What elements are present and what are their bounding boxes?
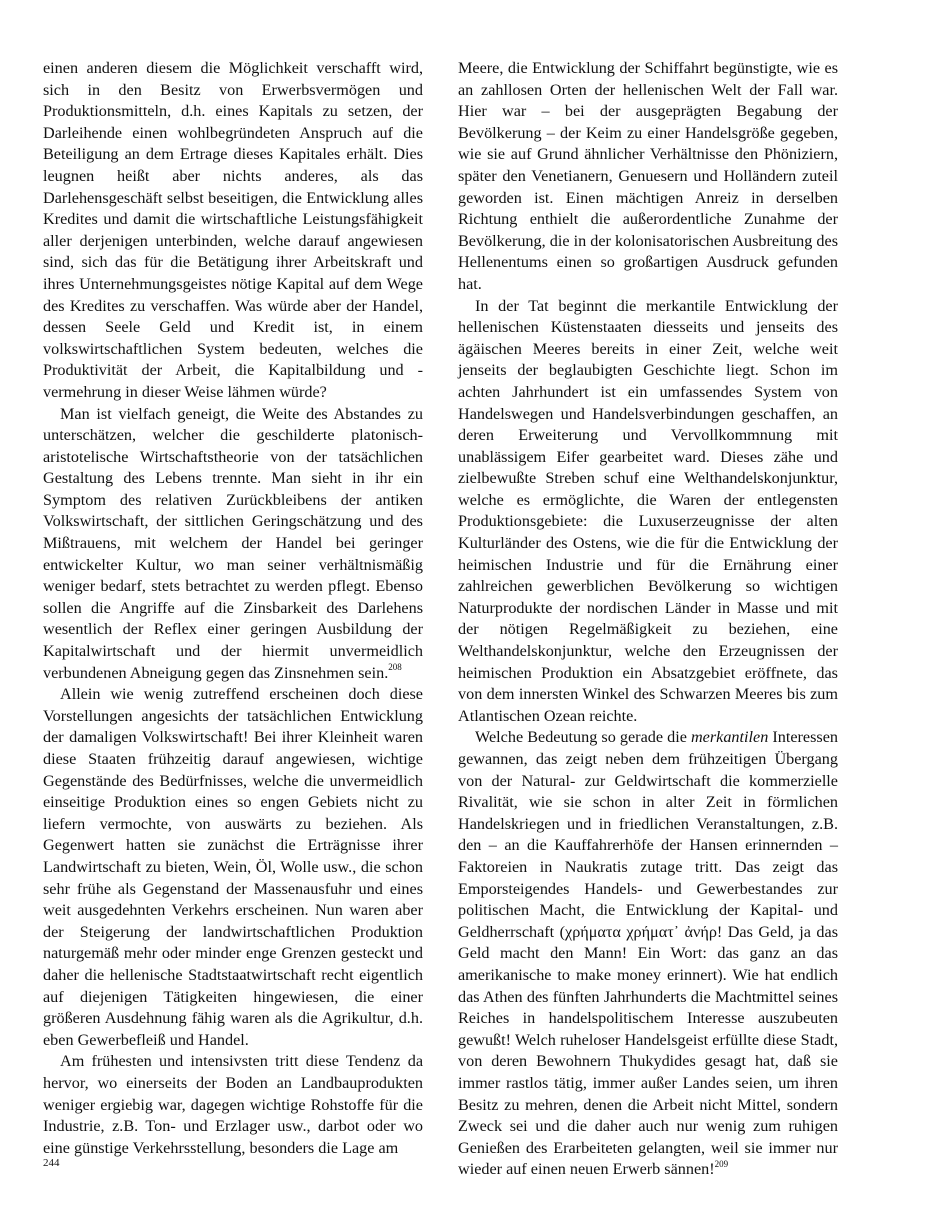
paragraph-text: Welche Bedeutung so gerade die (475, 728, 691, 747)
paragraph (458, 727, 838, 1180)
paragraph: Meere, die Entwicklung der Schiffahrt begünstigte, wie es an zahllosen Orten der hellenischen Welt der Fall war. Hier war – bei der ausgeprägten Begabung der Bevölkerung – der Keim zu einer Handelsgröße gegeben, wie sie auf Grund ähnlicher Verhältnisse den Phöniziern, später den Venetianern, Genuesern und Holländern zuteil geworden ist. Einen mächtigen Anreiz in derselben Richtung enthielt die außerordentliche Zunahme der Bevölkerung, die in der kolonisatorischen Ausbreitung des Hellenentums einen so großartigen Ausdruck gefunden hat. (458, 59, 838, 293)
paragraph-text: Interessen gewannen, das zeigt neben dem frühzeitigen Übergang von der Natural- zur Geldwirtschaft die kommerzielle Rivalität, wie sie schon in alter Zeit in förmlichen Handelskriegen und in friedlichen Veranstaltungen, z.B. den – an die Kauffahrerhöfe der Hansen erinnernden – Faktoreien in Naukratis zutage tritt. Das zeigt das Emporsteigendes Handels- und Gewerbestandes zur politischen Macht, die Entwicklung der Kapital- und Geldherrschaft (χρήματα χρήματ᾽ ἀνήρ! Das Geld, ja das Geld macht den Mann! Ein Wort: das ganz an das amerikanische to make money erinnert). Wie hat endlich das Athen des fünften Jahrhunderts die Machtmittel seines Reiches in handelspolitischem Interesse auszubeuten gewußt! Welch ruheloser Handelsgeist erfüllte diese Stadt, von deren Bewohnern Thukydides gesagt hat, daß sie immer rastlos tätig, immer außer Landes seien, um ihren Besitz zu mehren, denen die Arbeit nicht Mittel, sondern Zweck sei und die daher auch nur wenig zum ruhigen Genießen des Erarbeiteten gelangten, weil sie immer nur wieder auf einen neuen Erwerb sännen! (458, 728, 838, 1179)
paragraph-text: Man ist vielfach geneigt, die Weite des Abstandes zu unterschätzen, welcher die geschilderte platonisch-aristotelische Wirtschaftstheorie von der tatsächlichen Gestaltung des Lebens trennte. Man sieht in ihr ein Symptom des relativen Zurückbleibens der antiken Volkswirtschaft, der sittlichen Geringschätzung und des Mißtrauens, mit welchem der Handel bei geringer entwickelter Kultur, wo man seiner verhältnismäßig weniger bedarf, stets betrachtet zu werden pflegt. Ebenso sollen die Angriffe auf die Zinsbarkeit des Darlehens wesentlich der Reflex einer geringen Ausbildung der Kapitalwirtschaft und der hiermit unvermeidlich verbundenen Abneigung gegen das Zinsnehmen sein. (43, 404, 423, 682)
emphasis-text: merkantilen (690, 728, 769, 747)
right-column (458, 58, 838, 1181)
paragraph: einen anderen diesem die Möglichkeit verschafft wird, sich in den Besitz von Erwerbsvermögen und Produktionsmitteln, d.h. eines Kapitals zu setzen, der Darleihende einen wohlbegründeten Anspruch auf die Beteiligung an dem Ertrage dieses Kapitales erhält. Dies leugnen heißt aber nichts anderes, als das Darlehensgeschäft selbst beseitigen, die Entwicklung alles Kredites und damit die wirtschaftliche Leistungsfähigkeit aller derjenigen unterbinden, welche darauf angewiesen sind, sich das für die Betätigung ihrer Arbeitskraft und ihres Unternehmungsgeistes nötige Kapital auf dem Wege des Kredites zu verschaffen. Was würde aber der Handel, dessen Seele Geld und Kredit ist, in einem volkswirtschaftlichen System bedeuten, welches die Produktivität der Arbeit, die Kapitalbildung und -vermehrung in dieser Weise lähmen würde? (43, 59, 423, 401)
paragraph: In der Tat beginnt die merkantile Entwicklung der hellenischen Küstenstaaten diesseits und jenseits des ägäischen Meeres bereits in einer Zeit, welche weit jenseits der beglaubigten Geschichte liegt. Schon im achten Jahrhundert ist ein umfassendes System von Handelswegen und Handelsverbindungen geschaffen, an deren Erweiterung und Vervollkommnung mit unablässigem Eifer gearbeitet ward. Dieses zähe und zielbewußte Streben schuf eine Welthandelskonjunktur, welche es ermöglichte, die Waren der entlegensten Produktionsgebiete: die Luxuserzeugnisse der alten Kulturländer des Ostens, wie die für die Entwicklung der heimischen Industrie und für die Ernährung einer zahlreichen gewerblichen Bevölkerung so wichtigen Naturprodukte der nordischen Länder in Masse und mit der nötigen Regelmäßigkeit zu beziehen, eine Welthandelskonjunktur, welche den Erzeugnissen der heimischen Produktion ein Absatzgebiet eröffnete, das von dem innersten Winkel des Schwarzen Meeres bis zum Atlantischen Ozean reichte. (458, 296, 838, 725)
left-column (43, 58, 423, 1159)
paragraph (43, 404, 423, 685)
paragraph: Am frühesten und intensivsten tritt diese Tendenz da hervor, wo einerseits der Boden an Landbauprodukten weniger ergiebig war, dagegen wichtige Rohstoffe für die Industrie, z.B. Ton- und Erzlager usw., darbot oder wo eine günstige Verkehrsstellung, besonders die Lage am (43, 1052, 423, 1157)
page-number: 244 (43, 1157, 60, 1169)
paragraph: Allein wie wenig zutreffend erscheinen doch diese Vorstellungen angesichts der tatsächlichen Entwicklung der damaligen Volkswirtschaft! Bei ihrer Kleinheit waren diese Staaten frühzeitig darauf angewiesen, wichtige Gegenstände des Bedürfnisses, welche die unvermeidlich einseitige Produktion eines so engen Gebiets nicht zu liefern vermochte, von auswärts zu beziehen. Als Gegenwert hatten sie zunächst die Erträgnisse ihrer Landwirtschaft zu bieten, Wein, Öl, Wolle usw., die schon sehr frühe als Gegenstand der Massenausfuhr und eines weit ausgedehnten Verkehrs erscheinen. Nun waren aber der Steigerung der landwirtschaftlichen Produktion naturgemäß mehr oder minder enge Grenzen gesteckt und daher die hellenische Stadtstaatwirtschaft recht eigentlich auf diejenigen Tätigkeiten hingewiesen, die einer größeren Ausdehnung fähig waren als die Agrikultur, d.h. eben Gewerbefleiß und Handel. (43, 685, 423, 1049)
footnote-ref: 208 (388, 662, 402, 673)
footnote-ref: 209 (714, 1158, 729, 1169)
